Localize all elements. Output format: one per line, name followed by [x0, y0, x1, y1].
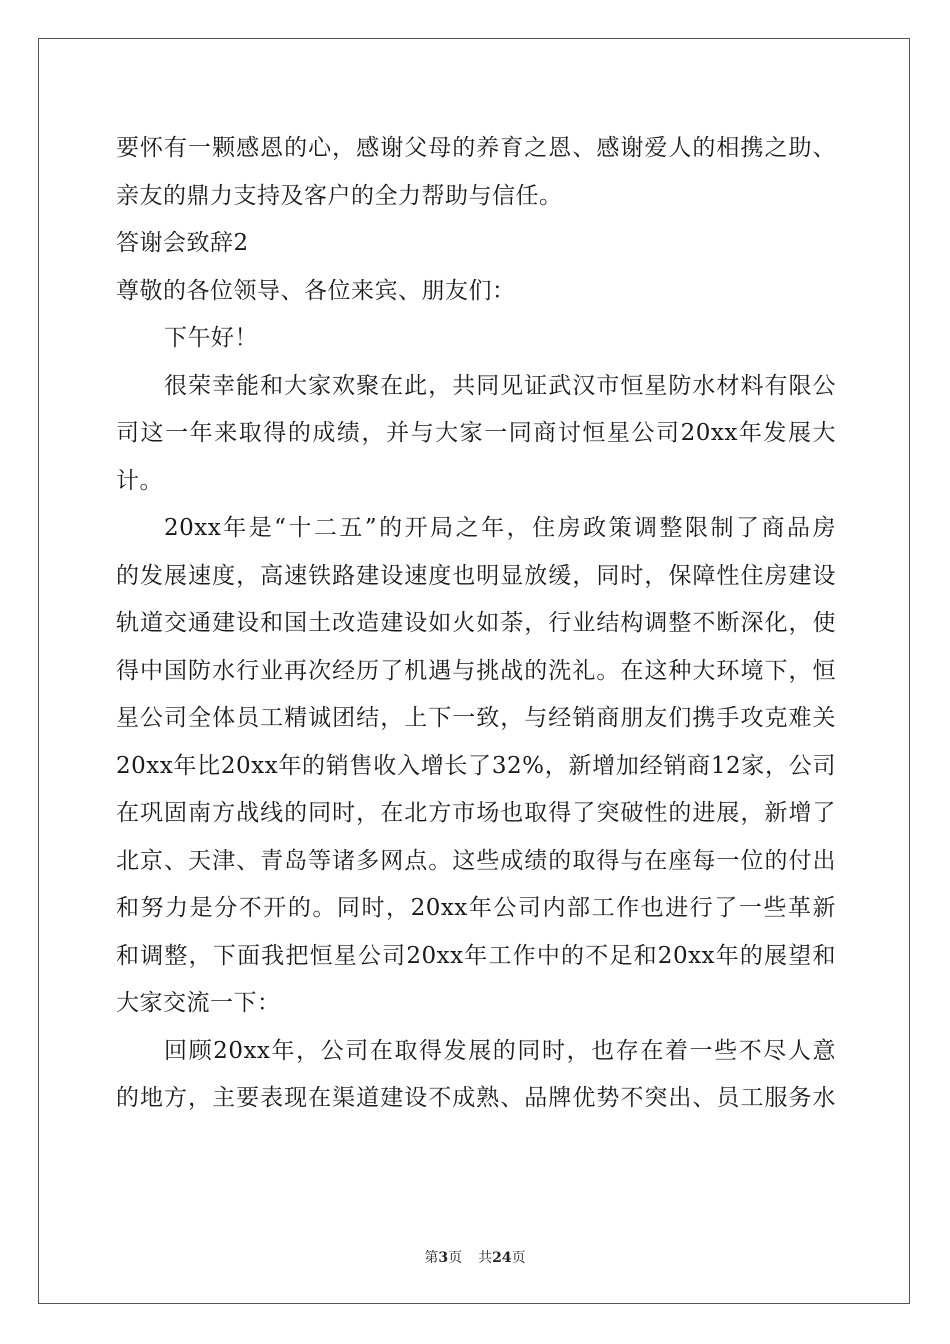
page-prefix: 第: [424, 1250, 439, 1266]
text-line-2: 亲友的鼎力支持及客户的全力帮助与信任。: [116, 182, 563, 209]
text-line-17: 和努力是分不开的。同时，20xx年公司内部工作也进行了一些革新: [116, 895, 836, 921]
total-prefix: 共: [478, 1250, 493, 1266]
text-line-8: 计。: [116, 467, 163, 494]
text-line-15: 在巩固南方战线的同时，在北方市场也取得了突破性的进展，新增了: [116, 800, 836, 826]
text-line-1: 要怀有一颗感恩的心，感谢父母的养育之恩、感谢爱人的相携之助、: [116, 135, 836, 161]
text-line-6: 很荣幸能和大家欢聚在此，共同见证武汉市恒星防水材料有限公: [164, 372, 836, 399]
text-line-11: 轨道交通建设和国土改造建设如火如荼，行业结构调整不断深化，使: [116, 610, 836, 636]
section-heading: 答谢会致辞2: [116, 230, 249, 256]
document-body: [116, 125, 836, 1123]
text-line-21: 的地方，主要表现在渠道建设不成熟、品牌优势不突出、员工服务水: [116, 1085, 836, 1111]
text-line-9: 20xx年是“十二五”的开局之年，住房政策调整限制了商品房: [164, 515, 836, 541]
text-line-10: 的发展速度，高速铁路建设速度也明显放缓，同时，保障性住房建设: [116, 562, 836, 589]
text-line-13: 星公司全体员工精诚团结，上下一致，与经销商朋友们携手攻克难关: [116, 705, 836, 731]
text-line-7: 司这一年来取得的成绩，并与大家一同商讨恒星公司20xx年发展大: [116, 420, 836, 446]
salutation: 尊敬的各位领导、各位来宾、朋友们：: [116, 277, 516, 304]
text-line-19: 大家交流一下：: [116, 990, 281, 1016]
text-line-18: 和调整，下面我把恒星公司20xx年工作中的不足和20xx年的展望和: [116, 942, 836, 969]
text-line-16: 北京、天津、青岛等诸多网点。这些成绩的取得与在座每一位的付出: [116, 847, 836, 874]
page-suffix: 页: [448, 1250, 463, 1266]
text-line-12: 得中国防水行业再次经历了机遇与挑战的洗礼。在这种大环境下，恒: [116, 657, 836, 684]
page-total: 24: [492, 1250, 512, 1266]
total-suffix: 页: [511, 1250, 526, 1266]
page-current: 3: [438, 1250, 449, 1266]
greeting: 下午好！: [164, 325, 258, 351]
text-line-20: 回顾20xx年，公司在取得发展的同时，也存在着一些不尽人意: [164, 1037, 836, 1064]
page-footer: [0, 1247, 950, 1267]
text-line-14: 20xx年比20xx年的销售收入增长了32%，新增加经销商12家，公司: [116, 752, 836, 779]
